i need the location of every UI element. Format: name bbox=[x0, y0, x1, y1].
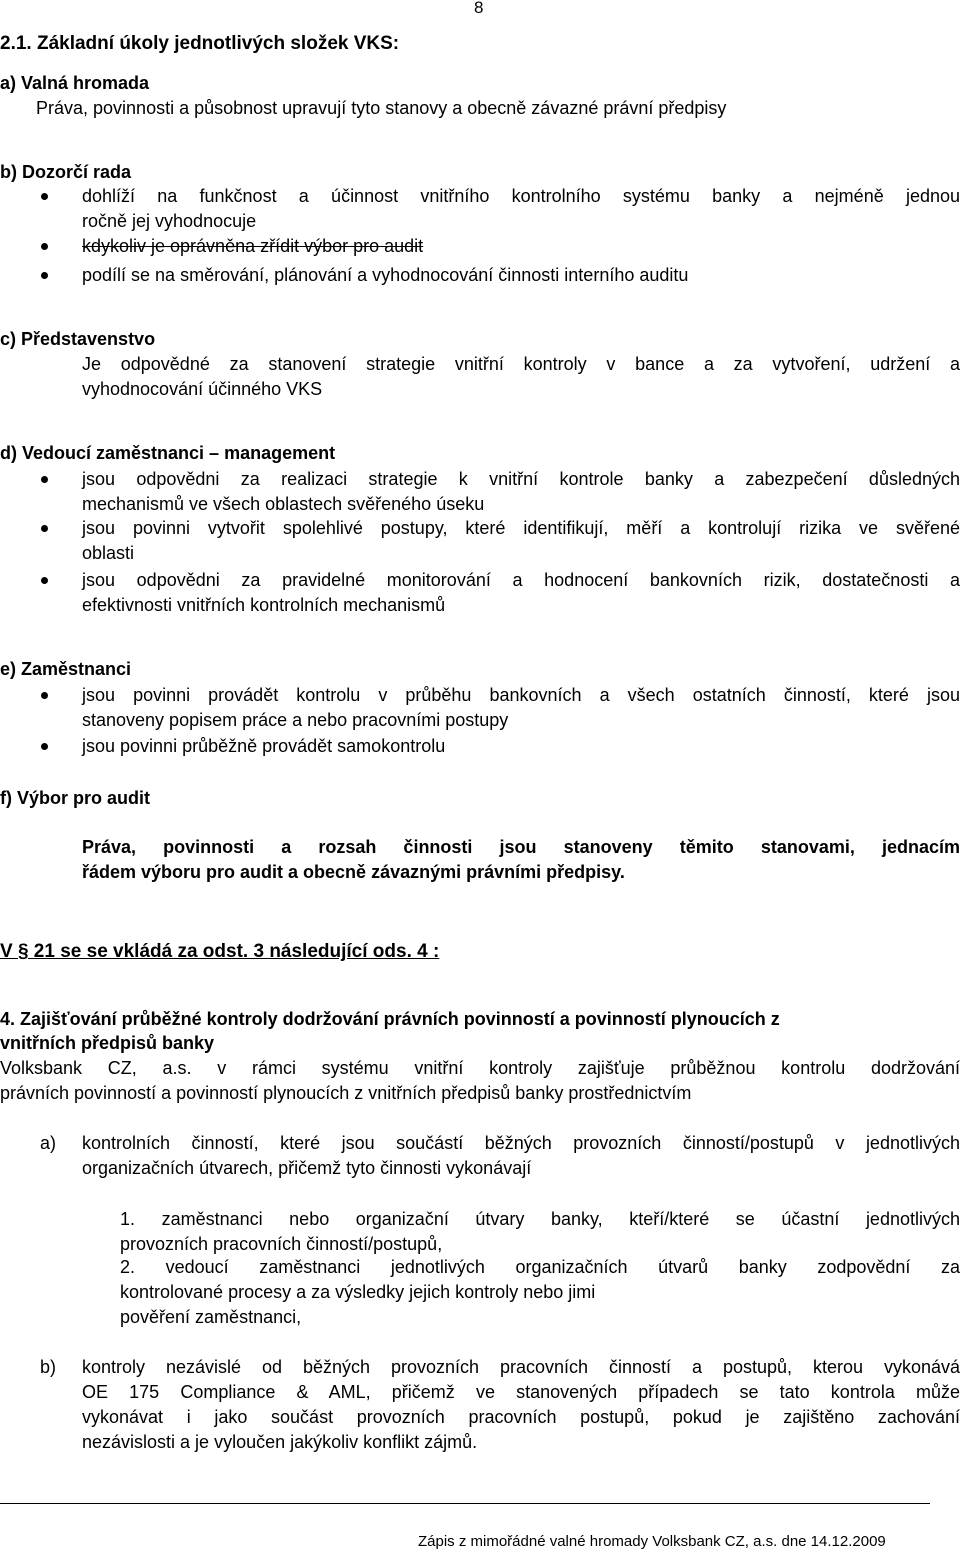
item-a-line-2: organizačních útvarech, přičemž tyto činnosti vykonávají bbox=[82, 1158, 532, 1178]
bullet-icon bbox=[41, 577, 48, 584]
heading-c: c) Představenstvo bbox=[0, 329, 156, 349]
section-4-intro-2: právních povinností a povinností plynoucích z vnitřních předpisů banky prostřednictvím bbox=[0, 1083, 692, 1103]
list-item-struck: kdykoliv je oprávněna zřídit výbor pro audit bbox=[82, 236, 424, 256]
heading-a: a) Valná hromada bbox=[0, 73, 150, 93]
sub-item-2-line-2: kontrolované procesy a za výsledky jejich kontroly nebo jimi bbox=[120, 1282, 596, 1302]
amendment-note: V § 21 se se vkládá za odst. 3 následující ods. 4 : bbox=[0, 941, 440, 962]
item-b-label: b) bbox=[40, 1357, 57, 1377]
section-4-heading-2: vnitřních předpisů banky bbox=[0, 1033, 215, 1053]
text-c-2: vyhodnocování účinného VKS bbox=[82, 379, 323, 399]
footer-divider bbox=[0, 1503, 930, 1504]
heading-e: e) Zaměstnanci bbox=[0, 659, 132, 679]
bullet-icon bbox=[41, 272, 48, 279]
sub-item-1-line-1: 1. zaměstnanci nebo organizační útvary banky, kteří/které se účastní jednotlivých bbox=[120, 1209, 960, 1229]
footer-text: Zápis z mimořádné valné hromady Volksbank CZ, a.s. dne 14.12.2009 bbox=[418, 1533, 886, 1550]
list-item-cont: stanoveny popisem práce a nebo pracovními postupy bbox=[82, 710, 509, 730]
heading-d: d) Vedoucí zaměstnanci – management bbox=[0, 443, 336, 463]
text-f-2: řádem výboru pro audit a obecně závaznými právními předpisy. bbox=[82, 862, 625, 882]
bullet-icon bbox=[41, 193, 48, 200]
list-item: jsou odpovědni za realizaci strategie k vnitřní kontrole banky a zabezpečení důsledných bbox=[82, 469, 960, 489]
bullet-icon bbox=[41, 743, 48, 750]
list-item-cont: ročně jej vyhodnocuje bbox=[82, 211, 257, 231]
list-item: jsou povinni provádět kontrolu v průběhu bankovních a všech ostatních činností, které jsou bbox=[82, 685, 960, 705]
heading-f: f) Výbor pro audit bbox=[0, 788, 150, 808]
list-item: jsou povinni vytvořit spolehlivé postupy, které identifikují, měří a kontrolují rizika ve svěřené bbox=[82, 518, 960, 538]
item-b-line-3: vykonávat i jako součást provozních pracovních postupů, pokud je zajištěno zachování bbox=[82, 1407, 960, 1427]
list-item-cont: efektivnosti vnitřních kontrolních mechanismů bbox=[82, 595, 446, 615]
text-f-1: Práva, povinnosti a rozsah činnosti jsou stanoveny těmito stanovami, jednacím bbox=[82, 837, 960, 857]
item-a-line-1: kontrolních činností, které jsou součástí běžných provozních činností/postupů v jednotlivých bbox=[82, 1133, 960, 1153]
list-item: jsou odpovědni za pravidelné monitorování a hodnocení bankovních rizik, dostatečnosti a bbox=[82, 570, 960, 590]
bullet-icon bbox=[41, 692, 48, 699]
sub-item-2-line-3: pověření zaměstnanci, bbox=[120, 1307, 302, 1327]
section-4-intro-1: Volksbank CZ, a.s. v rámci systému vnitřní kontroly zajišťuje průběžnou kontrolu dodržování bbox=[0, 1058, 960, 1078]
heading-b: b) Dozorčí rada bbox=[0, 162, 132, 182]
section-title: 2.1. Základní úkoly jednotlivých složek VKS: bbox=[0, 33, 400, 54]
page-number: 8 bbox=[474, 0, 484, 17]
item-a-label: a) bbox=[40, 1133, 57, 1153]
bullet-icon bbox=[41, 243, 48, 250]
list-item: dohlíží na funkčnost a účinnost vnitřního kontrolního systému banky a nejméně jednou bbox=[82, 186, 960, 206]
list-item: podílí se na směrování, plánování a vyhodnocování činnosti interního auditu bbox=[82, 265, 689, 285]
bullet-icon bbox=[41, 525, 48, 532]
item-b-line-1: kontroly nezávislé od běžných provozních pracovních činností a postupů, kterou vykonává bbox=[82, 1357, 960, 1377]
list-item-cont: oblasti bbox=[82, 543, 135, 563]
list-item: jsou povinni průběžně provádět samokontrolu bbox=[82, 736, 446, 756]
section-4-heading-1: 4. Zajišťování průběžné kontroly dodržování právních povinností a povinností plynoucích z bbox=[0, 1009, 780, 1029]
text-a: Práva, povinnosti a působnost upravují tyto stanovy a obecně závazné právní předpisy bbox=[36, 98, 727, 118]
bullet-icon bbox=[41, 476, 48, 483]
sub-item-2-line-1: 2. vedoucí zaměstnanci jednotlivých organizačních útvarů banky zodpovědní za bbox=[120, 1257, 960, 1277]
text-c-1: Je odpovědné za stanovení strategie vnitřní kontroly v bance a za vytvoření, udržení a bbox=[82, 354, 960, 374]
item-b-line-4: nezávislosti a je vyloučen jakýkoliv konflikt zájmů. bbox=[82, 1432, 478, 1452]
item-b-line-2: OE 175 Compliance & AML, přičemž ve stanovených případech se tato kontrola může bbox=[82, 1382, 960, 1402]
sub-item-1-line-2: provozních pracovních činností/postupů, bbox=[120, 1234, 443, 1254]
list-item-cont: mechanismů ve všech oblastech svěřeného úseku bbox=[82, 494, 485, 514]
